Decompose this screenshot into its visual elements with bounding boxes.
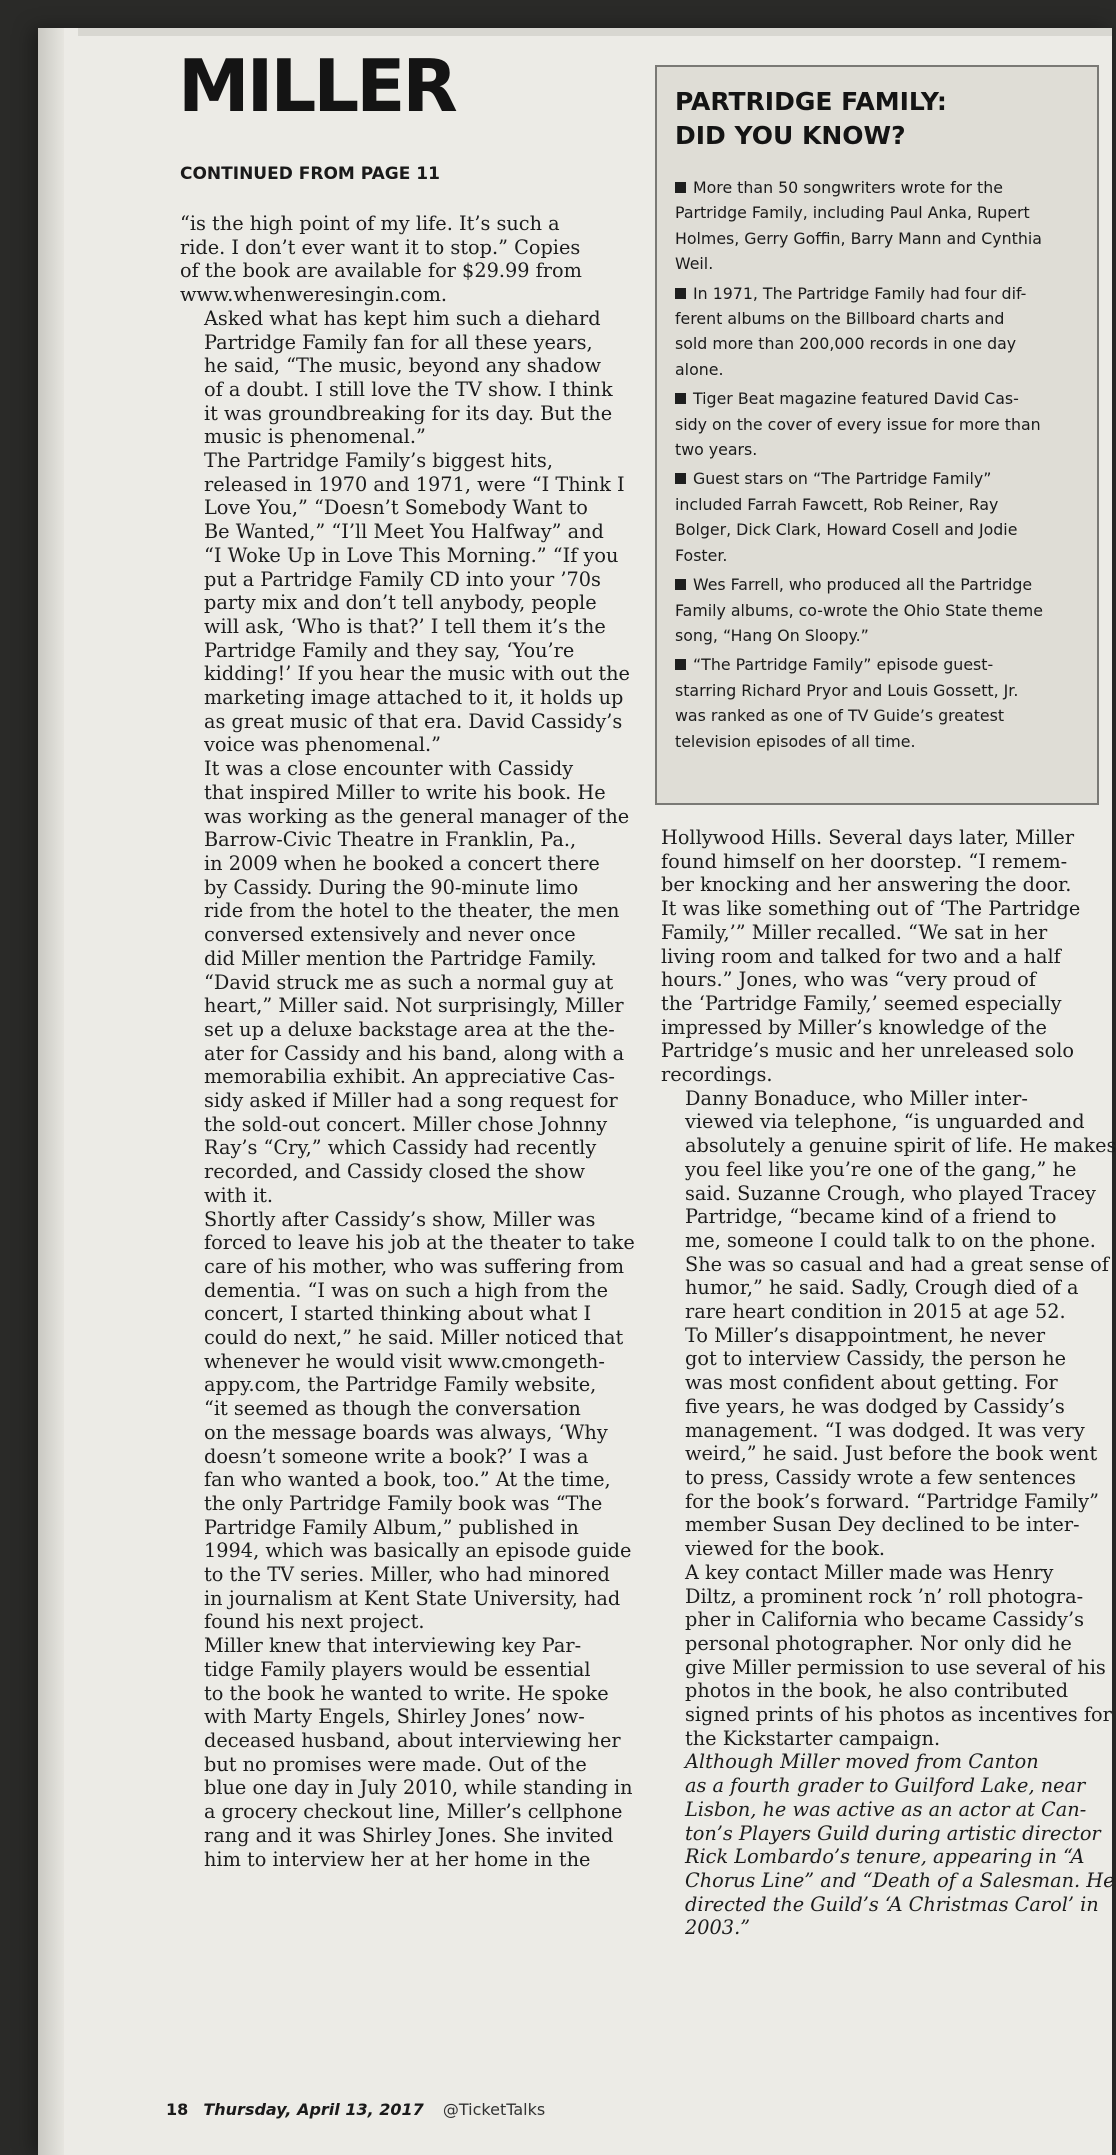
text-line: got to interview Cassidy, the person he: [685, 1347, 1067, 1371]
text-line: Partridge Family fan for all these years,: [204, 330, 593, 354]
sidebar-fact-line: ferent albums on the Billboard charts and: [675, 309, 1005, 329]
sidebar-fact-text: “The Partridge Family” episode guest-: [693, 655, 994, 675]
square-bullet-icon: [675, 579, 686, 590]
sidebar-fact-line: [675, 386, 1090, 411]
text-line: to press, Cassidy wrote a few sentences: [685, 1465, 1076, 1489]
text-line: ber knocking and her answering the door.: [661, 873, 1072, 897]
sidebar-fact-line: [675, 572, 1090, 597]
text-line: Be Wanted,” “I’ll Meet You Halfway” and: [204, 520, 604, 544]
text-line: To Miller’s disappointment, he never: [685, 1323, 1046, 1347]
article-paragraph: [180, 212, 640, 307]
text-line: for the book’s forward. “Partridge Family”: [685, 1489, 1099, 1513]
sidebar-fact-line: Bolger, Dick Clark, Howard Cosell and Jodie: [675, 520, 1018, 540]
text-line: as great music of that era. David Cassidy’s: [204, 709, 623, 733]
text-line: party mix and don’t tell anybody, people: [204, 591, 597, 615]
text-line: as a fourth grader to Guilford Lake, near: [685, 1774, 1086, 1798]
text-line: found his next project.: [204, 1610, 425, 1634]
text-line: but no promises were made. Out of the: [204, 1752, 587, 1776]
text-line: sidy asked if Miller had a song request for: [204, 1089, 618, 1113]
text-line: was most confident about getting. For: [685, 1371, 1058, 1395]
text-line: hours.” Jones, who was “very proud of: [661, 968, 1036, 992]
text-line: marketing image attached to it, it holds up: [204, 686, 624, 710]
article-paragraph: [661, 1561, 1116, 1751]
text-line: impressed by Miller’s knowledge of the: [661, 1015, 1047, 1039]
text-line: management. “I was dodged. It was very: [685, 1418, 1085, 1442]
text-line: Family,’” Miller recalled. “We sat in her: [661, 920, 1048, 944]
text-line: recordings.: [661, 1063, 773, 1087]
sidebar-fact-line: starring Richard Pryor and Louis Gossett, Jr.: [675, 680, 1019, 700]
text-line: put a Partridge Family CD into your ’70s: [204, 567, 601, 591]
page-number: 18: [166, 2100, 189, 2119]
sidebar-fact-line: included Farrah Fawcett, Rob Reiner, Ray: [675, 494, 999, 514]
text-line: he said, “The music, beyond any shadow: [204, 354, 601, 378]
text-line: Partridge Family and they say, ‘You’re: [204, 638, 575, 662]
article-column-right: [661, 826, 1116, 1940]
text-line: “it seemed as though the conversation: [204, 1397, 581, 1421]
square-bullet-icon: [675, 659, 686, 670]
text-line: dementia. “I was on such a high from the: [204, 1278, 609, 1302]
text-line: viewed via telephone, “is unguarded and: [685, 1110, 1085, 1134]
sidebar-fact-text: Tiger Beat magazine featured David Cas-: [693, 389, 1019, 409]
text-line: ater for Cassidy and his band, along with a: [204, 1041, 625, 1065]
text-line: care of his mother, who was suffering from: [204, 1254, 624, 1278]
text-line: give Miller permission to use several of his: [685, 1655, 1106, 1679]
sidebar-fact-line: alone.: [675, 359, 724, 379]
sidebar-fact-text: In 1971, The Partridge Family had four dif-: [693, 283, 1027, 303]
article-paragraph: [180, 757, 640, 1207]
article-paragraph: [661, 826, 1116, 1087]
text-line: in 2009 when he booked a concert there: [204, 851, 600, 875]
continued-label: CONTINUED FROM PAGE 11: [180, 164, 440, 184]
text-line: with it.: [204, 1183, 274, 1207]
text-line: Danny Bonaduce, who Miller inter-: [685, 1086, 1028, 1110]
text-line: appy.com, the Partridge Family website,: [204, 1373, 597, 1397]
sidebar-fact-line: [675, 466, 1090, 491]
text-line: released in 1970 and 1971, were “I Think I: [204, 472, 625, 496]
text-line: five years, he was dodged by Cassidy’s: [685, 1394, 1065, 1418]
square-bullet-icon: [675, 393, 686, 404]
text-line: photos in the book, he also contributed: [685, 1679, 1069, 1703]
article-paragraph: [180, 1634, 640, 1871]
sidebar-fact-line: Partridge Family, including Paul Anka, Rupert: [675, 203, 1030, 223]
text-line: the Kickstarter campaign.: [685, 1726, 941, 1750]
sidebar-fact-line: [675, 281, 1090, 306]
text-line: ride from the hotel to the theater, the men: [204, 899, 620, 923]
text-line: A key contact Miller made was Henry: [685, 1560, 1054, 1584]
text-line: “David struck me as such a normal guy at: [204, 970, 614, 994]
text-line: ton’s Players Guild during artistic director: [685, 1821, 1101, 1845]
text-line: rang and it was Shirley Jones. She invited: [204, 1823, 614, 1847]
text-line: Love You,” “Doesn’t Somebody Want to: [204, 496, 588, 520]
text-line: whenever he would visit www.cmongeth-: [204, 1349, 605, 1373]
text-line: said. Suzanne Crough, who played Tracey: [685, 1181, 1096, 1205]
text-line: Asked what has kept him such a diehard: [204, 306, 601, 330]
text-line: on the message boards was always, ‘Why: [204, 1420, 608, 1444]
sidebar-fact-line: song, “Hang On Sloopy.”: [675, 625, 869, 645]
text-line: music is phenomenal.”: [204, 425, 426, 449]
text-line: in journalism at Kent State University, had: [204, 1586, 621, 1610]
sidebar-fact: [675, 281, 1090, 383]
text-line: him to interview her at her home in the: [204, 1847, 591, 1871]
text-line: set up a deluxe backstage area at the the-: [204, 1017, 615, 1041]
text-line: Shortly after Cassidy’s show, Miller was: [204, 1207, 596, 1231]
page-footer: [166, 2100, 545, 2119]
text-line: It was a close encounter with Cassidy: [204, 757, 574, 781]
sidebar-fact: [675, 175, 1090, 277]
text-line: me, someone I could talk to on the phone.: [685, 1228, 1096, 1252]
text-line: “is the high point of my life. It’s such a: [180, 212, 560, 235]
text-line: heart,” Miller said. Not surprisingly, Miller: [204, 994, 624, 1018]
text-line: blue one day in July 2010, while standing in: [204, 1776, 633, 1800]
headline: MILLER: [178, 44, 455, 128]
sidebar-fact-list: [675, 175, 1090, 758]
square-bullet-icon: [675, 473, 686, 484]
text-line: of a doubt. I still love the TV show. I think: [204, 377, 613, 401]
sidebar-fact-text: Guest stars on “The Partridge Family”: [693, 469, 992, 489]
sidebar-fact-line: Foster.: [675, 545, 728, 565]
text-line: Although Miller moved from Canton: [685, 1750, 1039, 1774]
sidebar-fact: [675, 466, 1090, 568]
sidebar-fact-line: television episodes of all time.: [675, 731, 916, 751]
article-paragraph: [180, 449, 640, 757]
article-paragraph: [661, 1750, 1116, 1940]
text-line: signed prints of his photos as incentives for: [685, 1703, 1112, 1727]
sidebar-fact-line: Holmes, Gerry Goffin, Barry Mann and Cynthia: [675, 228, 1042, 248]
text-line: Hollywood Hills. Several days later, Miller: [661, 826, 1075, 849]
text-line: Miller knew that interviewing key Par-: [204, 1634, 582, 1658]
sidebar-fact-line: sidy on the cover of every issue for more than: [675, 414, 1041, 434]
text-line: will ask, ‘Who is that?’ I tell them it’s the: [204, 614, 606, 638]
text-line: kidding!’ If you hear the music with out the: [204, 662, 630, 686]
text-line: conversed extensively and never once: [204, 923, 576, 947]
article-paragraph: [180, 1208, 640, 1635]
text-line: Barrow-Civic Theatre in Franklin, Pa.,: [204, 828, 577, 852]
sidebar-fact-line: [675, 652, 1090, 677]
page-fold-shadow: [38, 28, 64, 2155]
sidebar-title-line: DID YOU KNOW?: [675, 121, 906, 150]
text-line: recorded, and Cassidy closed the show: [204, 1160, 586, 1184]
text-line: found himself on her doorstep. “I remem-: [661, 849, 1068, 873]
text-line: The Partridge Family’s biggest hits,: [204, 449, 553, 473]
text-line: could do next,” he said. Miller noticed that: [204, 1326, 624, 1350]
text-line: of the book are available for $29.99 from: [180, 259, 582, 283]
text-line: Partridge Family Album,” published in: [204, 1515, 579, 1539]
text-line: tidge Family players would be essential: [204, 1657, 591, 1681]
text-line: weird,” he said. Just before the book went: [685, 1442, 1098, 1466]
text-line: absolutely a genuine spirit of life. He makes: [685, 1134, 1116, 1158]
text-line: directed the Guild’s ‘A Christmas Carol’ in: [685, 1892, 1099, 1916]
text-line: did Miller mention the Partridge Family.: [204, 946, 597, 970]
sidebar-fact-line: was ranked as one of TV Guide’s greatest: [675, 706, 1005, 726]
text-line: forced to leave his job at the theater to take: [204, 1231, 635, 1255]
text-line: rare heart condition in 2015 at age 52.: [685, 1300, 1066, 1324]
text-line: by Cassidy. During the 90-minute limo: [204, 875, 579, 899]
text-line: 1994, which was basically an episode guide: [204, 1539, 632, 1563]
text-line: was working as the general manager of the: [204, 804, 630, 828]
text-line: you feel like you’re one of the gang,” he: [685, 1157, 1077, 1181]
sidebar-fact-line: [675, 175, 1090, 200]
sidebar-fact: [675, 572, 1090, 648]
text-line: concert, I started thinking about what I: [204, 1302, 592, 1326]
sidebar-fact-line: two years.: [675, 440, 758, 460]
text-line: with Marty Engels, Shirley Jones’ now-: [204, 1705, 585, 1729]
text-line: It was like something out of ‘The Partridge: [661, 897, 1081, 921]
text-line: pher in California who became Cassidy’s: [685, 1608, 1084, 1632]
text-line: deceased husband, about interviewing her: [204, 1729, 621, 1752]
text-line: Ray’s “Cry,” which Cassidy had recently: [204, 1136, 597, 1160]
article-paragraph: [661, 1087, 1116, 1324]
text-line: the only Partridge Family book was “The: [204, 1491, 603, 1515]
text-line: Rick Lombardo’s tenure, appearing in “A: [685, 1845, 1085, 1869]
text-line: Lisbon, he was active as an actor at Can-: [685, 1797, 1087, 1821]
text-line: it was groundbreaking for its day. But the: [204, 401, 613, 425]
sidebar-fact-line: sold more than 200,000 records in one day: [675, 334, 1017, 354]
sidebar-title: [675, 85, 947, 153]
article-column-left: [180, 212, 640, 1871]
article-paragraph: [661, 1324, 1116, 1561]
square-bullet-icon: [675, 288, 686, 299]
text-line: personal photographer. Nor only did he: [685, 1631, 1072, 1655]
text-line: Chorus Line” and “Death of a Salesman. He: [685, 1868, 1115, 1892]
text-line: member Susan Dey declined to be inter-: [685, 1513, 1080, 1537]
text-line: a grocery checkout line, Miller’s cellphone: [204, 1800, 623, 1824]
page-top-edge: [78, 28, 1112, 36]
text-line: that inspired Miller to write his book. He: [204, 780, 606, 804]
sidebar-title-line: PARTRIDGE FAMILY:: [675, 87, 947, 116]
text-line: Diltz, a prominent rock ’n’ roll photogra-: [685, 1584, 1084, 1608]
sidebar-fact-text: More than 50 songwriters wrote for the: [693, 178, 1003, 197]
text-line: voice was phenomenal.”: [204, 733, 441, 757]
text-line: She was so casual and had a great sense of: [685, 1252, 1109, 1276]
text-line: 2003.”: [685, 1916, 751, 1940]
sidebar-box: [655, 65, 1099, 805]
sidebar-fact-line: Weil.: [675, 254, 714, 274]
text-line: doesn’t someone write a book?’ I was a: [204, 1444, 589, 1468]
sidebar-fact: [675, 386, 1090, 462]
text-line: www.whenweresingin.com.: [180, 283, 447, 307]
text-line: Partridge, “became kind of a friend to: [685, 1205, 1057, 1229]
text-line: to the TV series. Miller, who had minored: [204, 1563, 610, 1587]
text-line: living room and talked for two and a half: [661, 944, 1061, 968]
sidebar-fact: [675, 652, 1090, 754]
text-line: the sold-out concert. Miller chose Johnny: [204, 1112, 608, 1136]
publication-date: Thursday, April 13, 2017: [203, 2100, 424, 2119]
text-line: viewed for the book.: [685, 1537, 886, 1561]
text-line: fan who wanted a book, too.” At the time,: [204, 1468, 611, 1492]
text-line: memorabilia exhibit. An appreciative Cas-: [204, 1065, 615, 1089]
text-line: humor,” he said. Sadly, Crough died of a: [685, 1276, 1079, 1300]
sidebar-fact-text: Wes Farrell, who produced all the Partridge: [693, 575, 1033, 595]
text-line: “I Woke Up in Love This Morning.” “If you: [204, 543, 619, 567]
article-paragraph: [180, 307, 640, 449]
text-line: ride. I don’t ever want it to stop.” Copies: [180, 235, 581, 259]
square-bullet-icon: [675, 182, 686, 193]
text-line: the ‘Partridge Family,’ seemed especially: [661, 991, 1062, 1015]
text-line: Partridge’s music and her unreleased solo: [661, 1039, 1075, 1063]
social-handle: @TicketTalks: [442, 2100, 546, 2119]
text-line: to the book he wanted to write. He spoke: [204, 1681, 609, 1705]
sidebar-fact-line: Family albums, co-wrote the Ohio State theme: [675, 600, 1043, 620]
